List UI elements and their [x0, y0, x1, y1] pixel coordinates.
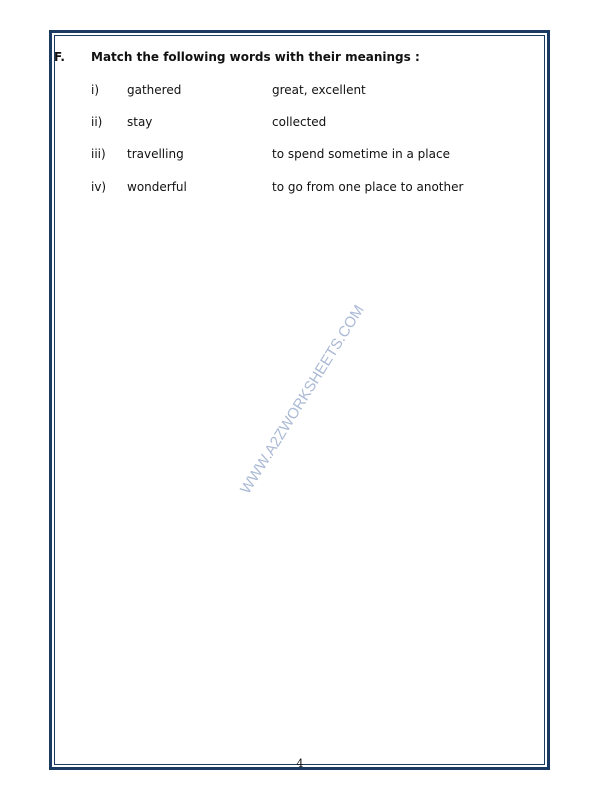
match-row — [0, 147, 600, 165]
row-meaning: great, excellent — [272, 83, 366, 97]
section-title: Match the following words with their meanings : — [91, 50, 420, 64]
row-word: travelling — [127, 147, 184, 161]
row-meaning: to spend sometime in a place — [272, 147, 450, 161]
row-word: stay — [127, 115, 153, 129]
row-meaning: to go from one place to another — [272, 180, 464, 194]
row-number: iii) — [91, 147, 106, 161]
row-number: i) — [91, 83, 100, 97]
row-word: gathered — [127, 83, 182, 97]
match-row — [0, 180, 600, 198]
section-letter: F. — [54, 50, 65, 64]
row-number: iv) — [91, 180, 107, 194]
row-meaning: collected — [272, 115, 327, 129]
watermark: WWW.A2ZWORKSHEETS.COM — [237, 302, 368, 498]
row-number: ii) — [91, 115, 103, 129]
row-word: wonderful — [127, 180, 187, 194]
match-row — [0, 115, 600, 133]
page-number: 4 — [296, 757, 304, 770]
match-row — [0, 83, 600, 101]
